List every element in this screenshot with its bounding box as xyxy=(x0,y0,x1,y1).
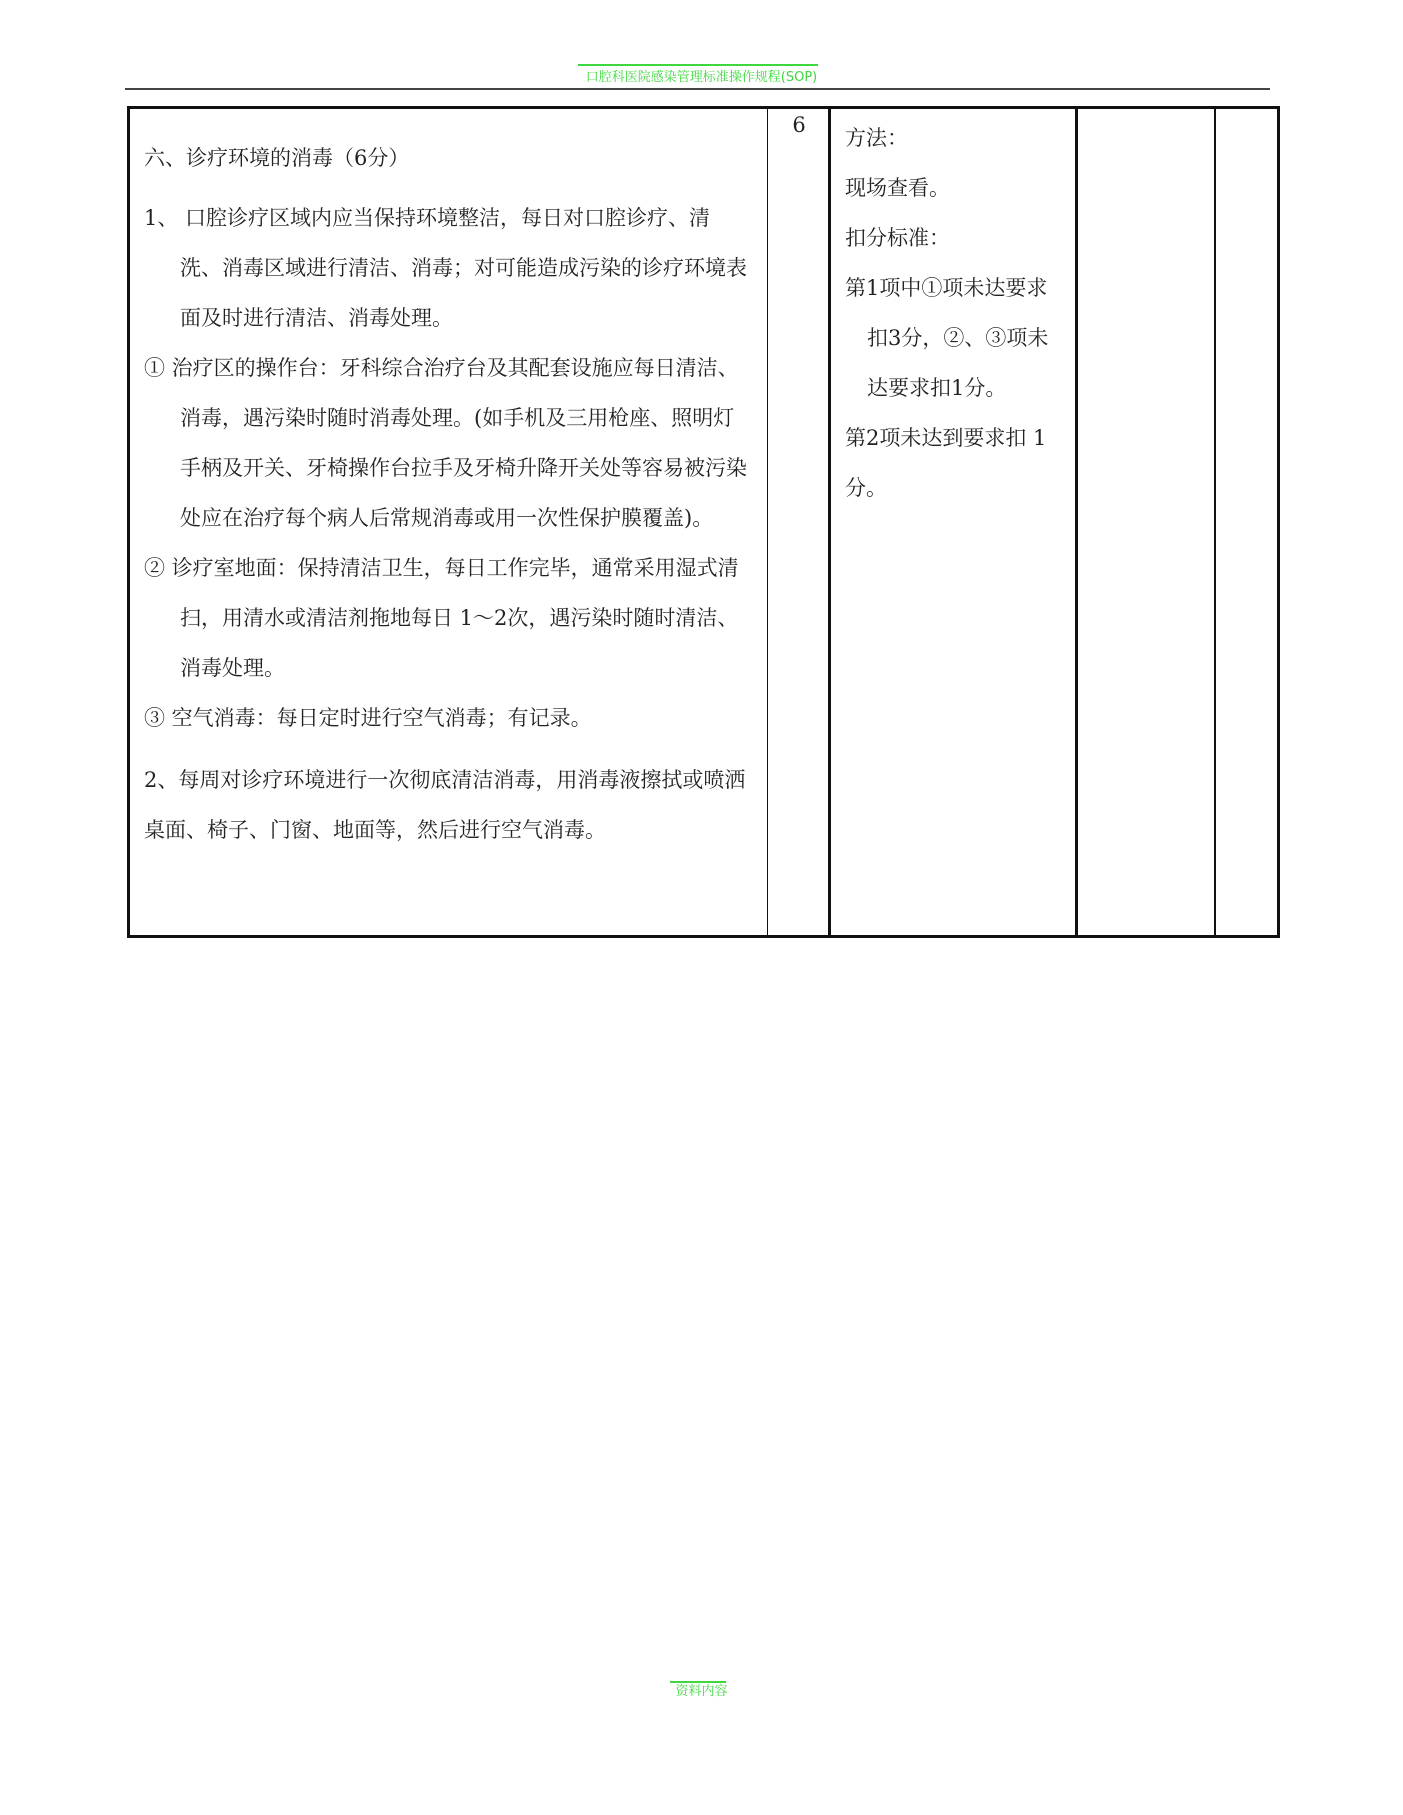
method-cell xyxy=(831,109,1075,935)
table-divider-4 xyxy=(1214,109,1216,935)
requirement-item-1: 1、 口腔诊疗区域内应当保持环境整洁，每日对口腔诊疗、清洗、消毒区域进行清洁、消毒；对可能造成污染的诊疗环境表面及时进行清洁、消毒处理。 xyxy=(144,206,747,330)
requirement-sub-2: ② 诊疗室地面：保持清洁卫生，每日工作完毕，通常采用湿式清扫，用清水或清洁剂拖地每日 1～2次，遇污染时随时清洁、消毒处理。 xyxy=(144,556,739,680)
requirement-sub-3: ③ 空气消毒：每日定时进行空气消毒；有记录。 xyxy=(144,706,592,730)
scoring-table xyxy=(127,106,1280,938)
table-divider-1 xyxy=(767,109,768,935)
requirement-sub-1: ① 治疗区的操作台：牙科综合治疗台及其配套设施应每日清洁、消毒，遇污染时随时消毒处理。(如手机及三用枪座、照明灯手柄及开关、牙椅操作台拉手及牙椅升降开关处等容易被污染处应在治疗每个病人后常规消毒或用一次性保护膜覆盖)。 xyxy=(144,356,747,530)
requirement-item-2: 2、每周对诊疗环境进行一次彻底清洁消毒，用消毒液擦拭或喷洒桌面、椅子、门窗、地面等，然后进行空气消毒。 xyxy=(144,768,746,842)
section-title: 六、诊疗环境的消毒（6分） xyxy=(144,146,410,170)
criteria-label: 扣分标准： xyxy=(845,226,950,250)
content-cell xyxy=(130,109,767,935)
method-label: 方法： xyxy=(845,126,908,150)
page-footer-text: 资料内容 xyxy=(675,1684,728,1699)
method-text: 现场查看。 xyxy=(845,176,950,200)
criteria-item-1: 第1项中①项未达要求扣3分，②、③项未达要求扣1分。 xyxy=(845,276,1049,400)
criteria-item-2: 第2项未达到要求扣 1 分。 xyxy=(845,426,1047,500)
header-divider xyxy=(125,88,1270,90)
score-value: 6 xyxy=(792,113,806,137)
score-cell xyxy=(770,109,828,935)
table-divider-3 xyxy=(1075,109,1078,935)
page-header-title: 口腔科医院感染管理标准操作规程(SOP) xyxy=(585,70,818,85)
footer-strike-line xyxy=(670,1681,726,1683)
